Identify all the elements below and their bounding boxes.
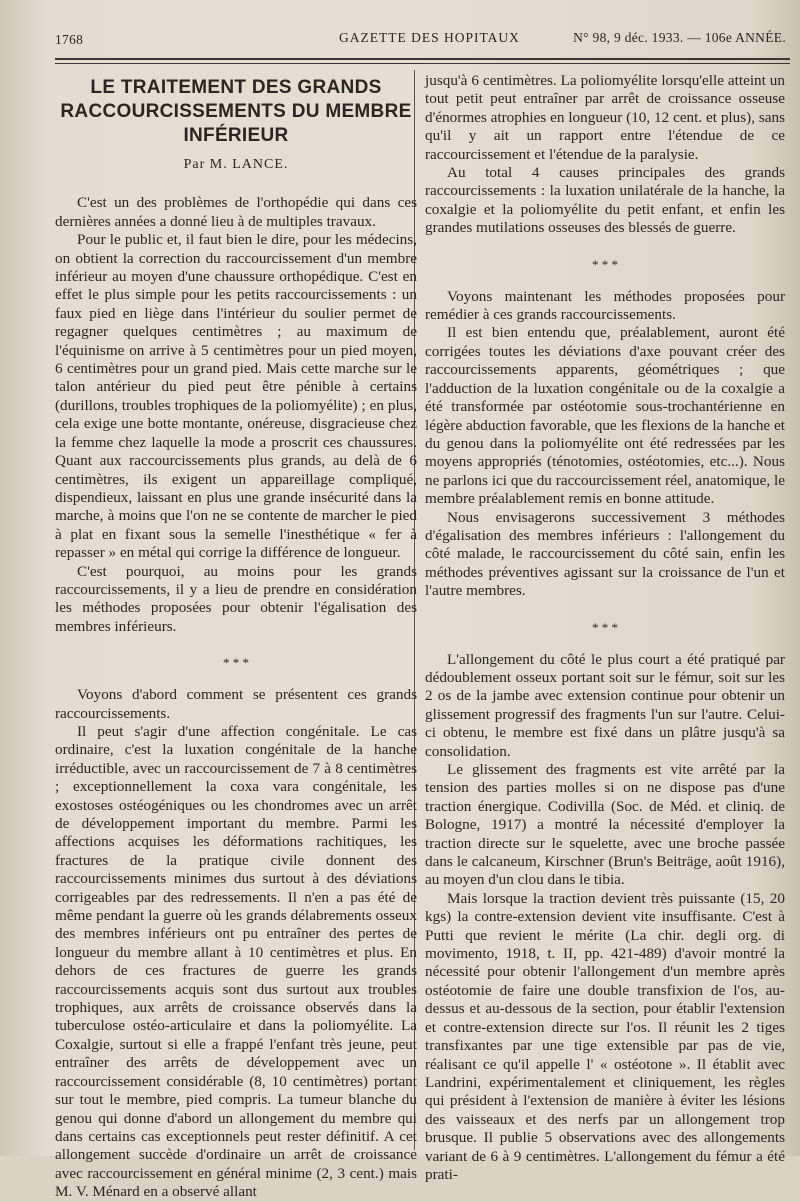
paragraph: C'est pourquoi, au moins pour les grands raccourcissements, il y a lieu de prendre en considération les méthodes proposées pour obtenir l'égalisation des membres inférieurs. <box>55 562 417 635</box>
right-column <box>425 72 785 1184</box>
journal-title: GAZETTE DES HOPITAUX <box>339 30 520 45</box>
issue-info: N° 98, 9 déc. 1933. — 106e ANNÉE. <box>573 30 786 45</box>
paragraph: Il peut s'agir d'une affection congénitale. Le cas ordinaire, c'est la luxation congénitale de la hanche irréductible, avec un raccourcissement de 7 à 8 centimètres ; exceptionnellement la coxa vara congénitale, les exostoses ostéogéniques ou les chondromes avec un arrêt de développement important du membre. Parmi les affections acquises les déformations rachitiques, les fractures de la pratique civile donnent des raccourcissements minimes dus surtout à des déviations corrigeables par des redressements. Il n'en a pas été de même pendant la guerre où les grands délabrements osseux des membres inférieurs ont pu entraîner des pertes de longueur du membre allant à 10 centimètres et plus. En dehors de ces fractures de guerre les grands raccourcissements acquis sont dus surtout aux troubles trophiques, aux arrêts de croissance observés dans la tuberculose ostéo-articulaire et dans la poliomyélite. La Coxalgie, surtout si elle a frappé l'enfant très jeune, peut entraîner des arrêts de développement avec un raccourcissement considérable (8, 10 centimètres) portant sur tout le membre, pied compris. La tumeur blanche du genou qui donne d'abord un allongement du membre qui dans certains cas exceptionnels peut rester définitif. A cet allongement succède d'ordinaire un arrêt de croissance avec raccourcissement en général minime (2, 3 cent.) mais M. V. Ménard en a observé allant <box>55 722 417 1201</box>
paragraph: Nous envisagerons successivement 3 méthodes d'égalisation des membres inférieurs : l'allongement du côté malade, le raccourcissement du côté sain, enfin les méthodes préventives agissant sur la croissance de l'un et l'autre membres. <box>425 508 785 600</box>
page-header <box>55 30 786 50</box>
article-title: LE TRAITEMENT DES GRANDS RACCOURCISSEMENTS DU MEMBRE INFÉRIEUR <box>60 77 412 146</box>
section-separator: * * * <box>223 655 249 671</box>
paragraph: Voyons d'abord comment se présentent ces grands raccourcissements. <box>55 686 417 722</box>
paragraph: jusqu'à 6 centimètres. La poliomyélite lorsqu'elle atteint un tout petit peut entraîner par arrêt de croissance osseuse d'énormes atrophies en longueur (10, 12 cent. et plus), sans qu'il y ait un rapport entre l'étendue de ce raccourcissement et l'étendue de la paralysie. <box>425 72 785 163</box>
paragraph: Au total 4 causes principales des grands raccourcissements : la luxation unilatérale de la hanche, la coxalgie et la poliomyélite du petit enfant, et enfin les grandes mutilations osseuses des blessés de guerre. <box>425 164 785 237</box>
section-separator: * * * <box>592 619 618 635</box>
paragraph: Mais lorsque la traction devient très puissante (15, 20 kgs) la contre-extension devient vite insuffisante. C'est à Putti que revient le mérite (La chir. degli org. di movimento, 1918, t. II, pp. 421-489) d'avoir montré la nécessité pour obtenir l'allongement d'un membre après ostéotomie de faire une double transfixion de l'os, au-dessus et au-dessous de la section, pour établir l'extension et contre-extension directe sur l'os. Il réunit les 2 tiges transfixantes par une tige extensible par pas de vie, réalisant ce qu'il appelle l' « ostéotone ». Il établit avec Landrini, expérimentalement et cliniquement, les règles qui président à l'extension de manière à éviter les lésions des vaisseaux et des nerfs par un allongement trop brusque. Il publie 5 observations avec des allongements variant de 6 à 9 centimètres. L'allongement du fémur a été prati- <box>425 889 785 1183</box>
paragraph: Voyons maintenant les méthodes proposées pour remédier à ces grands raccourcissements. <box>425 287 785 324</box>
article-byline: Par M. LANCE. <box>183 157 289 172</box>
paragraph: Pour le public et, il faut bien le dire, pour les médecins, on obtient la correction du raccourcissement d'un membre inférieur au moyen d'une chaussure orthopédique. C'est en effet le plus simple pour les petits raccourcissements : un faux pied en liège dans l'intérieur du soulier permet de regagner quelques centimètres ; au maximum de l'équinisme on arrive à 5 centimètres pour un pied moyen, 6 centimètres pour un grand pied. Mais cette marche sur le talon antérieur du pied peut être pénible à certains (durillons, troubles trophiques de la poliomyélite) ; en plus, cela exige une botte montante, onéreuse, disgracieuse chez la femme chez laquelle la mode a proscrit ces chaussures. Quant aux raccourcissements plus grands, au delà de 6 centimètres, ils exigent un appareillage compliqué, dispendieux, laissant en plus une grande insécurité dans la marche, à moins que l'on ne se contente de marcher le pied à plat en fixant sous la semelle l'inesthétique « fer à repasser » en métal qui corrige la différence de longueur. <box>55 231 417 562</box>
header-rule-thick <box>55 58 790 60</box>
page-number: 1768 <box>55 32 84 47</box>
left-column <box>55 72 417 1202</box>
paragraph: C'est un des problèmes de l'orthopédie qui dans ces dernières années a donné lieu à de multiples travaux. <box>55 194 417 230</box>
paragraph: Il est bien entendu que, préalablement, auront été corrigées toutes les déviations d'axe pouvant créer des raccourcissements apparents, géométriques ; que l'adduction de la luxation congénitale ou de la coxalgie a été transformée par ostéotomie sous-trochantérienne en légère abduction favorable, que les flexions de la hanche et du genou dans la poliomyélite ont été redressées par les moyens appropriés (ténotomies, ostéotomies, etc...). Nous ne parlons ici que du raccourcissement réel, anatomique, le membre préalablement remis en bonne attitude. <box>425 324 785 508</box>
paragraph: L'allongement du côté le plus court a été pratiqué par dédoublement osseux portant soit sur le fémur, soit sur les 2 os de la jambe avec extension continue pour obtenir un glissement progressif des fragments l'un sur l'autre. Celui-ci obtenu, le membre est fixé dans un plâtre jusqu'à sa consolidation. <box>425 650 785 760</box>
section-separator: * * * <box>592 256 618 272</box>
header-rule-thin <box>55 63 790 64</box>
paragraph: Le glissement des fragments est vite arrêté par la tension des parties molles si on ne dispose pas d'une traction énergique. Codivilla (Soc. de Méd. et cliniq. de Bologne, 1917) a montré la nécessité d'employer la traction directe sur le squelette, avec une broche passée dans le calcaneum, Kirschner (Brun's Beiträge, août 1916), au moyen d'un clou dans le tibia. <box>425 761 785 889</box>
